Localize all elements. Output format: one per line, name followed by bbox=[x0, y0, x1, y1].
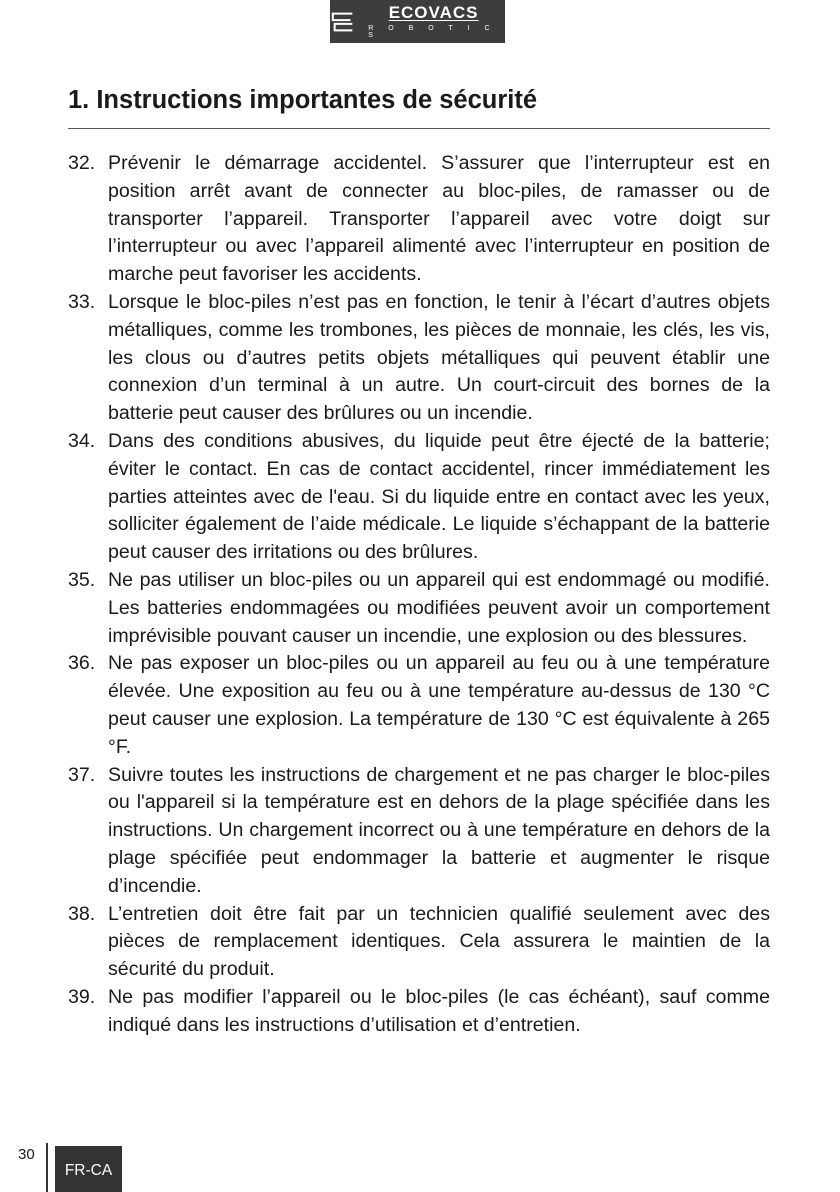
item-text: Lorsque le bloc-piles n’est pas en fonction, le tenir à l’écart d’autres objets métalliques, comme les trombones, les pièces de monnaie, les clés, les vis, les clous ou d’autres petits objets métalliques qui peuvent établir une connexion d’un terminal à un autre. Un court-circuit des bornes de la batterie peut causer des brûlures ou un incendie. bbox=[108, 290, 770, 425]
ecovacs-mark-icon bbox=[330, 10, 354, 34]
list-item bbox=[68, 984, 770, 1040]
list-item bbox=[68, 901, 770, 984]
list-item bbox=[68, 650, 770, 761]
footer-divider bbox=[46, 1143, 48, 1192]
list-item bbox=[68, 289, 770, 428]
item-number: 39. bbox=[68, 985, 96, 1008]
list-item bbox=[68, 762, 770, 901]
item-text: Ne pas utiliser un bloc-piles ou un appareil qui est endommagé ou modifié. Les batteries endommagées ou modifiées peuvent avoir un comportement imprévisible pouvant causer un incendie, une explosion ou des blessures. bbox=[108, 568, 770, 647]
item-text: L’entretien doit être fait par un technicien qualifié seulement avec des pièces de remplacement identiques. Cela assurera le maintien de la sécurité du produit. bbox=[108, 902, 770, 981]
item-number: 33. bbox=[68, 290, 96, 313]
section-title: 1. Instructions importantes de sécurité bbox=[68, 86, 538, 114]
page-number: 30 bbox=[18, 1146, 35, 1163]
item-number: 35. bbox=[68, 568, 96, 591]
list-item bbox=[68, 150, 770, 289]
item-text: Suivre toutes les instructions de chargement et ne pas charger le bloc-piles ou l'appareil si la température est en dehors de la plage spécifiée dans les instructions. Un chargement incorrect ou à une température en dehors de la plage spécifiée peut endommager la batterie et augmenter le risque d’incendie. bbox=[108, 763, 770, 897]
logo-text bbox=[362, 4, 505, 39]
language-badge bbox=[55, 1146, 122, 1192]
list-item bbox=[68, 428, 770, 567]
language-label: FR-CA bbox=[64, 1162, 113, 1179]
logo-subtitle: R O B O T I C S bbox=[368, 25, 497, 39]
item-number: 37. bbox=[68, 763, 96, 786]
title-divider bbox=[68, 128, 770, 129]
item-number: 38. bbox=[68, 902, 96, 925]
item-number: 32. bbox=[68, 152, 96, 174]
item-text: Ne pas exposer un bloc-piles ou un appareil au feu ou à une température élevée. Une exposition au feu ou à une température au-dessus de 130 °C peut causer une explosion. La température de 130 °C est équivalente à 265 °F. bbox=[108, 652, 770, 758]
item-number: 36. bbox=[68, 652, 96, 675]
item-text: Dans des conditions abusives, du liquide peut être éjecté de la batterie; éviter le contact. En cas de contact accidentel, rincer immédiatement les parties atteintes avec de l'eau. Si du liquide entre en contact avec les yeux, solliciter également de l’aide médicale. Le liquide s’échappant de la batterie peut causer des irritations ou des brûlures. bbox=[108, 429, 770, 564]
item-text: Ne pas modifier l’appareil ou le bloc-piles (le cas échéant), sauf comme indiqué dans les instructions d’utilisation et d’entretien. bbox=[108, 985, 770, 1036]
item-text: Prévenir le démarrage accidentel. S’assurer que l’interrupteur est en position arrêt avant de connecter au bloc-piles, de ramasser ou de transporter l’appareil. Transporter l’appareil avec votre doigt sur l’interrupteur ou avec l’appareil alimenté avec l’interrupteur en position de marche peut favoriser les accidents. bbox=[108, 152, 770, 286]
ecovacs-logo bbox=[330, 0, 505, 43]
logo-brand: ECOVACS bbox=[388, 3, 479, 22]
item-number: 34. bbox=[68, 429, 96, 452]
safety-instructions-list bbox=[68, 150, 770, 1040]
list-item bbox=[68, 567, 770, 650]
